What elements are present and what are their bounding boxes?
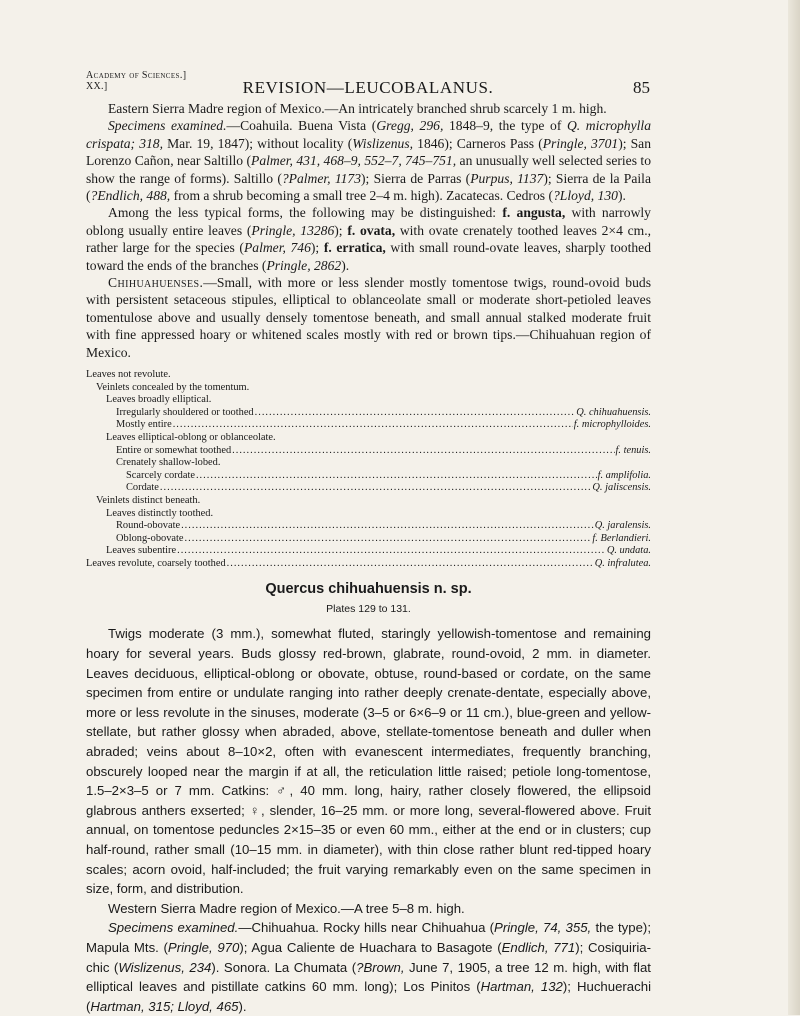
identification-key xyxy=(86,369,651,571)
text-run: ); xyxy=(310,240,324,256)
species-heading: Quercus chihuahuensis n. sp. xyxy=(265,580,472,597)
key-label: Entire or somewhat toothed xyxy=(116,444,232,456)
collector-ref: Palmer, 431, 468–9, 552–7, 745–751, xyxy=(251,153,457,169)
text-run: Among the less typical forms, the following may be distinguished: xyxy=(108,205,503,221)
intro-paragraph-2 xyxy=(86,117,651,204)
key-row xyxy=(86,508,651,521)
collector-ref: Pringle, 970 xyxy=(167,939,240,955)
key-label: Crenately shallow-lobed. xyxy=(116,457,221,469)
key-row xyxy=(86,432,651,445)
key-label: Cordate xyxy=(126,482,159,494)
collector-ref: Hartman, 315; Lloyd, 465 xyxy=(90,998,239,1014)
collector-ref: ?Endlich, 488, xyxy=(90,188,171,204)
form-name: f. erratica, xyxy=(323,240,386,256)
key-row xyxy=(86,407,651,420)
key-result: Q. chihuahuensis. xyxy=(576,406,651,418)
key-result: f. Berlandieri. xyxy=(592,532,651,544)
key-row xyxy=(86,520,651,533)
text-run: 1848–9, the type of xyxy=(443,118,567,134)
key-row xyxy=(86,558,651,571)
key-result: Q. undata. xyxy=(606,545,651,557)
text-run: ). xyxy=(238,998,247,1014)
leader-dots xyxy=(181,520,594,533)
key-label: Leaves revolute, coarsely toothed xyxy=(86,558,226,569)
key-row xyxy=(86,394,651,407)
leader-dots xyxy=(173,419,573,432)
collector-ref: Pringle, 13286 xyxy=(251,222,335,238)
text-run: June 7, 1905, a tree 12 m. high, with flat elliptical leaves and pistillate catkins 60 mm. long); Los Pinitos ( xyxy=(86,959,651,995)
text-run: —Small, with more or less slender mostly tomentose twigs, round-ovoid buds with persistent setaceous stipules, elliptical to oblanceolate small or moderate short-petioled leaves tomentulose above and usually densely tomentose beneath, and small annual stalked moderate fruit with fine appressed hoary or whitened scales mostly with red or brown tips.—Chihuahuan region of Mexico. xyxy=(86,275,651,360)
leader-dots xyxy=(227,558,594,571)
text-run: ); Cosiquiria-chic ( xyxy=(86,939,651,975)
key-row xyxy=(86,470,651,483)
key-label: Scarcely cordate xyxy=(126,469,195,481)
text-run: ); Sierra de Parras ( xyxy=(361,170,471,186)
leader-dots xyxy=(196,470,597,483)
form-name: f. ovata, xyxy=(347,222,396,238)
group-name: Chihuahuenses. xyxy=(108,275,204,291)
leader-dots xyxy=(185,533,592,546)
key-label: Leaves broadly elliptical. xyxy=(106,394,212,406)
collector-ref: ?Lloyd, 130 xyxy=(552,188,618,204)
taxon-ref: Q. microphylla crispata; 318, xyxy=(86,118,651,151)
description-paragraph-1: Twigs moderate (3 mm.), somewhat fluted, staringly yellowish-tomentose and remaining hoary for several years. Buds glossy red-brown, glabrate, round-ovoid, 2 mm. in diameter. Leaves deciduous, elliptical-oblong or obovate, obtuse, round-based or cordate, on the same specimen from entire or undulate ranging into rather deeply crenate-dentate, especially above, more or less revolute in the sinuses, moderate (3–5 or 6×6–9 or 11 cm.), blue-green and yellow-stellate, but rather glossy when abraded, above, stellate-tomentose beneath and duller when abraded; veins about 8–10×2, often with evanescent intermediates, frequently branching, obscurely looped near the margin if at all, the reticulation little raised; petiole long-tomentose, 1.5–2×3–5 or 7 mm. Catkins: ♂, 40 mm. long, hairy, rather closely flowered, the ellipsoid glabrous anthers exserted; ♀, slender, 16–25 mm. or more long, several-flowered above. Fruit annual, on tomentose peduncles 2×15–35 or even 60 mm., either at the end or in clusters; cup half-round, rather small (10–15 mm. in diameter), with thin close rather blunt red-tipped hoary scales; acorn ovoid, half-included; the fruit varying remarkably even on the same specimen in size, form, and distribution. xyxy=(86,626,651,897)
key-result: f. tenuis. xyxy=(615,444,651,456)
key-label: Leaves distinctly toothed. xyxy=(106,507,214,519)
key-row xyxy=(86,495,651,508)
journal-volume: XX.] xyxy=(86,81,108,92)
text-run: ); Huchuerachi ( xyxy=(86,979,652,1014)
intro-p1-text: Eastern Sierra Madre region of Mexico.—An intricately branched shrub scarcely 1 m. high. xyxy=(108,101,607,116)
text-run: ). xyxy=(617,188,626,204)
plates-reference: Plates 129 to 131. xyxy=(326,603,411,615)
text-run: with small round-ovate leaves, sharply toothed toward the ends of the branches ( xyxy=(86,240,651,273)
collector-ref: Endlich, 771 xyxy=(501,939,576,955)
text-run: with ovate crenately toothed leaves 2×4 cm., rather large for the species ( xyxy=(86,222,652,256)
text-run: with narrowly oblong usually entire leaves ( xyxy=(86,205,651,238)
key-label: Oblong-obovate xyxy=(116,532,184,544)
key-label: Irregularly shouldered or toothed xyxy=(116,406,254,418)
collector-ref: Hartman, 132 xyxy=(480,979,563,995)
key-row xyxy=(86,533,651,546)
collector-ref: Palmer, 746 xyxy=(243,240,311,256)
description-paragraph-3 xyxy=(86,918,651,1016)
collector-ref: Gregg, 296, xyxy=(376,118,444,134)
collector-ref: Wislizenus, xyxy=(352,135,414,151)
page-edge xyxy=(788,0,800,1015)
key-result: Q. jaliscensis. xyxy=(592,482,651,494)
key-row xyxy=(86,382,651,395)
leader-dots xyxy=(160,482,592,495)
text-run: ); San Lorenzo Cañon, near Saltillo ( xyxy=(86,135,652,169)
text-run: ); Sierra de la Paila ( xyxy=(86,170,651,204)
key-result: f. microphylloides. xyxy=(573,419,651,431)
leader-dots xyxy=(232,445,614,458)
text-run: ); xyxy=(334,222,348,238)
text-run: 1846); Carneros Pass ( xyxy=(413,135,543,151)
key-label: Veinlets concealed by the tomentum. xyxy=(96,381,250,393)
text-run: an unusually well selected series to show the range of forms). Saltillo ( xyxy=(86,153,651,186)
key-row xyxy=(86,545,651,558)
running-header xyxy=(86,70,650,100)
collector-ref: Purpus, 1137 xyxy=(470,170,544,186)
species-description xyxy=(86,624,651,1016)
intro-paragraph-3 xyxy=(86,204,651,274)
key-result: f. amplifolia. xyxy=(597,469,651,481)
text-run: Mar. 19, 1847); without locality ( xyxy=(162,135,353,151)
text-run: ). Sonora. La Chumata ( xyxy=(211,959,357,975)
intro-paragraph-1 xyxy=(86,100,651,117)
key-label: Round-obovate xyxy=(116,520,181,532)
description-paragraph-2: Western Sierra Madre region of Mexico.—A tree 5–8 m. high. xyxy=(108,900,465,916)
key-result: Q. infralutea. xyxy=(594,558,651,569)
collector-ref: ?Palmer, 1173 xyxy=(281,170,362,186)
running-title: REVISION—LEUCOBALANUS. xyxy=(242,78,494,97)
journal-name: Academy of Sciences.] xyxy=(86,70,187,81)
collector-ref: Wislizenus, 234 xyxy=(118,959,212,975)
specimens-label: Specimens examined. xyxy=(108,118,227,134)
collector-ref: Pringle, 2862 xyxy=(266,257,342,273)
collector-ref: ?Brown, xyxy=(356,959,405,975)
key-label: Leaves subentire xyxy=(106,545,177,557)
key-row xyxy=(86,482,651,495)
text-run: —Coahuila. Buena Vista ( xyxy=(226,118,377,134)
text-run: the type); Mapula Mts. ( xyxy=(86,920,651,955)
key-label: Leaves not revolute. xyxy=(86,369,171,381)
page-number: 85 xyxy=(633,78,650,97)
key-label: Leaves elliptical-oblong or oblanceolate. xyxy=(106,432,276,444)
form-name: f. angusta, xyxy=(502,205,566,221)
leader-dots xyxy=(255,407,576,420)
key-row xyxy=(86,457,651,470)
key-result: Q. jaralensis. xyxy=(594,520,651,532)
text-run: ); Agua Caliente de Huachara to Basagote ( xyxy=(239,939,502,955)
key-label: Veinlets distinct beneath. xyxy=(96,495,201,507)
key-label: Mostly entire xyxy=(116,419,172,431)
key-row xyxy=(86,369,651,382)
text-run: from a shrub becoming a small tree 2–4 m. high). Zacatecas. Cedros ( xyxy=(170,188,553,204)
collector-ref: Pringle, 3701 xyxy=(542,135,619,151)
text-run: ). xyxy=(341,257,350,273)
key-row xyxy=(86,419,651,432)
leader-dots xyxy=(177,545,606,558)
intro-paragraph-4 xyxy=(86,274,651,361)
specimens-label: Specimens examined. xyxy=(108,920,239,936)
collector-ref: Pringle, 74, 355, xyxy=(494,920,592,936)
key-row xyxy=(86,445,651,458)
intro-text xyxy=(86,100,651,1016)
text-run: —Chihuahua. Rocky hills near Chihuahua ( xyxy=(238,920,495,936)
